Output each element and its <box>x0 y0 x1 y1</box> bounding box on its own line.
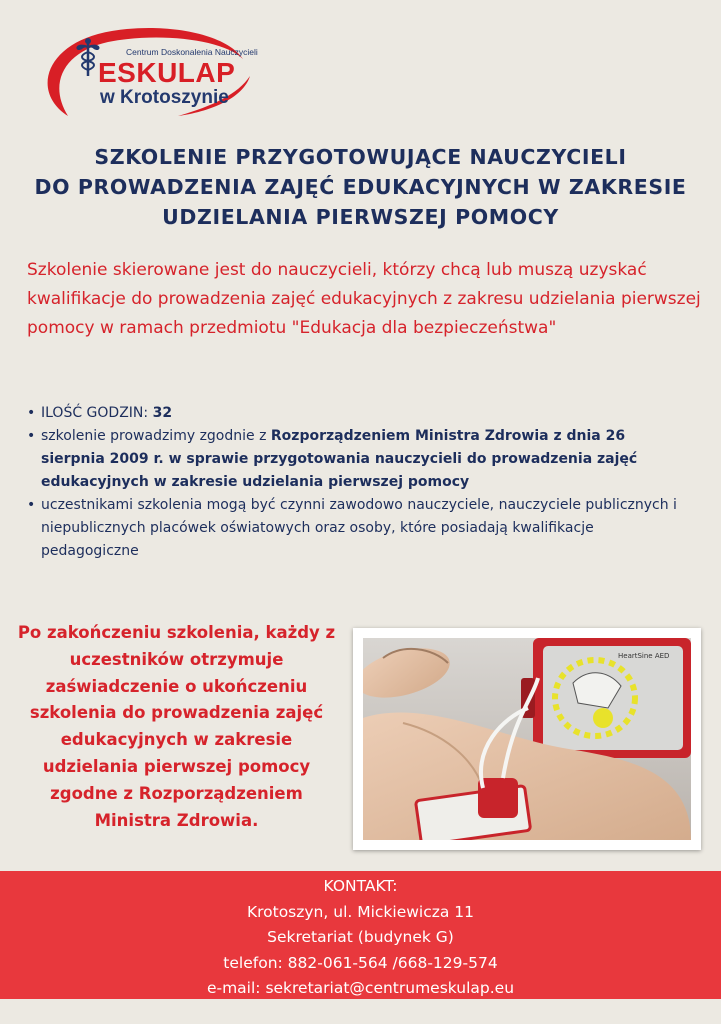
list-item-regulation <box>27 425 677 494</box>
list-item-participants <box>27 494 677 563</box>
page-title <box>20 142 701 232</box>
regulation-name: Rozporządzeniem Ministra Zdrowia z dnia 26 sierpnia 2009 r. w sprawie przygotowania nauczycieli do prowadzenia zajęć edukacyjnych w zakresie udzielania pierwszej pomocy <box>41 428 638 490</box>
title-line-2: DO PROWADZENIA ZAJĘĆ EDUKACYJNYCH W ZAKRESIE <box>34 175 687 199</box>
svg-text:HeartSine AED: HeartSine AED <box>618 652 670 660</box>
contact-office: Sekretariat (budynek G) <box>267 928 454 946</box>
participants-text: uczestnikami szkolenia mogą być czynni zawodowo nauczyciele, nauczyciele publicznych i niepublicznych placówek oświatowych oraz osoby, które posiadają kwalifikacje pedagogiczne <box>41 497 677 559</box>
list-item-hours <box>27 402 677 425</box>
title-line-3: UDZIELANIA PIERWSZEJ POMOCY <box>162 205 559 229</box>
logo-institution: Centrum Doskonalenia Nauczycieli <box>126 47 258 57</box>
hours-value: 32 <box>152 405 173 421</box>
regulation-prefix: szkolenie prowadzimy zgodnie z <box>41 428 271 444</box>
logo <box>38 24 258 124</box>
contact-email[interactable]: e-mail: sekretariat@centrumeskulap.eu <box>206 979 515 997</box>
hours-label: ILOŚĆ GODZIN: <box>41 405 153 421</box>
contact-title: KONTAKT: <box>323 877 398 895</box>
intro-text: Szkolenie skierowane jest do nauczycieli, którzy chcą lub muszą uzyskać kwalifikacje do prowadzenia zajęć edukacyjnych z zakresu udzielania pierwszej pomocy w ramach przedmiotu "Edukacja dla bezpieczeństwa" <box>27 260 701 338</box>
cpr-manikin-aed-photo <box>363 638 691 840</box>
certificate-note: Po zakończeniu szkolenia, każdy z uczestników otrzymuje zaświadczenie o ukończeniu szkolenia do prowadzenia zajęć edukacyjnych w zakresie udzielania pierwszej pomocy zgodne z Rozporządzeniem Ministra Zdrowia. <box>17 623 336 830</box>
info-list <box>27 402 677 563</box>
contact-footer <box>0 871 721 999</box>
contact-phone: telefon: 882-061-564 /668-129-574 <box>223 953 498 972</box>
logo-city: w Krotoszynie <box>100 87 229 108</box>
cpr-photo <box>353 628 701 850</box>
title-line-1: SZKOLENIE PRZYGOTOWUJĄCE NAUCZYCIELI <box>94 145 627 169</box>
contact-address: Krotoszyn, ul. Mickiewicza 11 <box>246 902 475 921</box>
logo-name: ESKULAP <box>98 57 236 88</box>
